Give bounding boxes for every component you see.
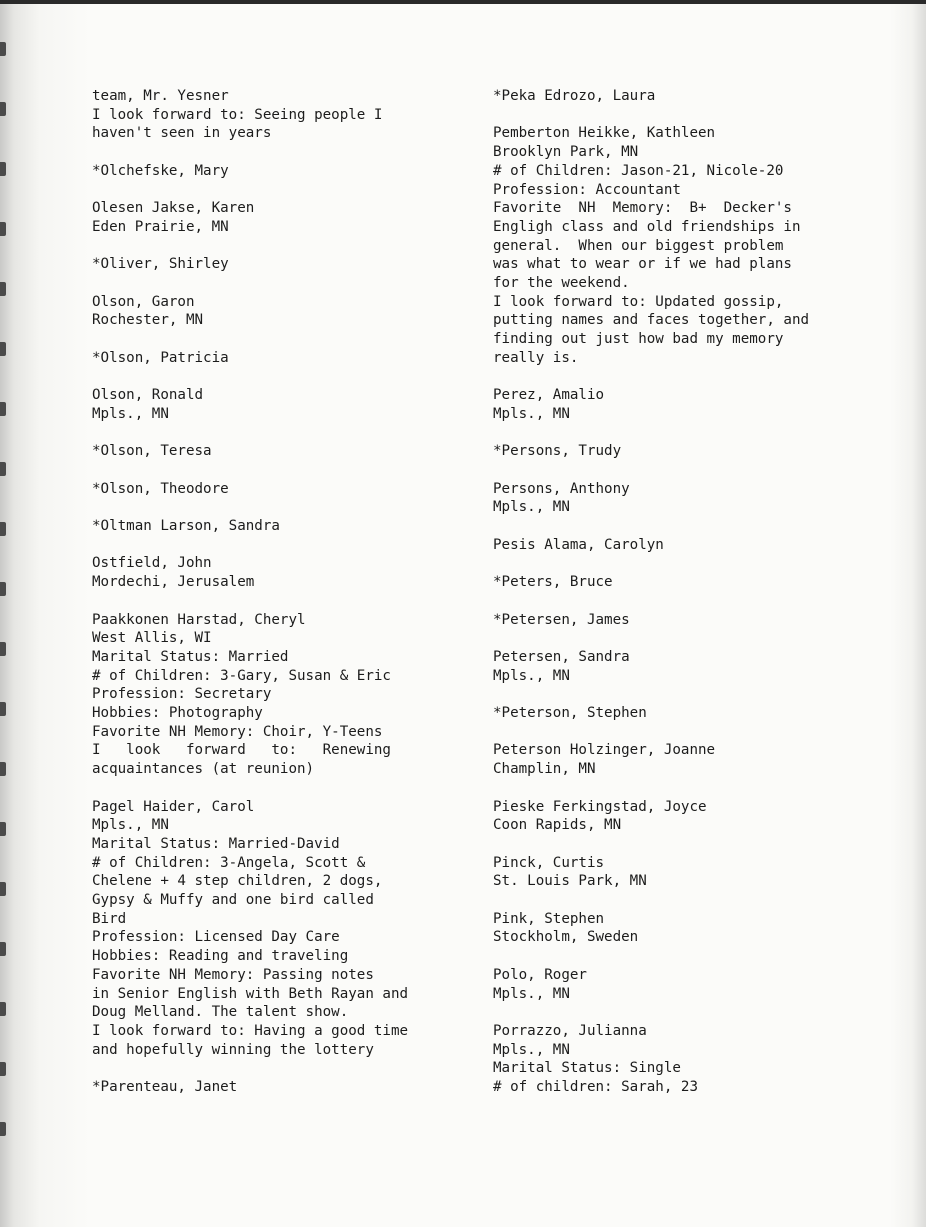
entry-detail: Marital Status: Married bbox=[92, 648, 289, 665]
entry-detail: Champlin, MN bbox=[493, 761, 596, 778]
entry-detail: Mpls., MN bbox=[493, 985, 570, 1002]
entry-detail: # of Children: Jason-21, Nicole-20 bbox=[493, 162, 784, 179]
right-column bbox=[493, 87, 853, 1115]
entry-name: Polo, Roger bbox=[493, 966, 587, 983]
left-column bbox=[92, 87, 452, 1115]
entry-name: Olson, Ronald bbox=[92, 387, 204, 404]
entry-detail: I look forward to: Having a good time bbox=[92, 1022, 409, 1039]
directory-entry bbox=[92, 442, 452, 461]
entry-detail: I look forward to: Seeing people I bbox=[92, 106, 383, 123]
entry-name: Pieske Ferkingstad, Joyce bbox=[493, 798, 707, 815]
entry-detail: I look forward to: Updated gossip, bbox=[493, 293, 784, 310]
entry-detail: West Allis, WI bbox=[92, 630, 212, 647]
entry-name: Petersen, Sandra bbox=[493, 648, 630, 665]
entry-detail: # of children: Sarah, 23 bbox=[493, 1079, 698, 1096]
entry-detail: was what to wear or if we had plans bbox=[493, 256, 792, 273]
directory-entry bbox=[92, 554, 452, 591]
entry-detail: Bird bbox=[92, 910, 127, 927]
directory-entry bbox=[92, 199, 452, 236]
directory-entry bbox=[493, 611, 853, 630]
entry-detail: general. When our biggest problem bbox=[493, 237, 784, 254]
entry-name: *Olson, Theodore bbox=[92, 480, 229, 497]
entry-detail: Marital Status: Married-David bbox=[92, 835, 340, 852]
entry-detail: Hobbies: Reading and traveling bbox=[92, 948, 349, 965]
entry-name: *Peterson, Stephen bbox=[493, 705, 647, 722]
entry-detail: Profession: Licensed Day Care bbox=[92, 929, 340, 946]
entry-detail: acquaintances (at reunion) bbox=[92, 761, 315, 778]
directory-entry bbox=[92, 480, 452, 499]
directory-entry bbox=[92, 349, 452, 368]
directory-entry bbox=[493, 741, 853, 778]
entry-detail: Marital Status: Single bbox=[493, 1060, 681, 1077]
directory-entry bbox=[493, 798, 853, 835]
binding-hole bbox=[0, 402, 6, 416]
directory-entry bbox=[92, 87, 452, 143]
entry-name: team, Mr. Yesner bbox=[92, 88, 229, 104]
directory-entry bbox=[493, 442, 853, 461]
directory-entry bbox=[92, 517, 452, 536]
directory-entry bbox=[493, 573, 853, 592]
page-top-edge bbox=[0, 0, 926, 4]
entry-detail: Mpls., MN bbox=[493, 667, 570, 684]
entry-name: Pinck, Curtis bbox=[493, 854, 605, 871]
entry-detail: Profession: Accountant bbox=[493, 181, 681, 198]
entry-name: Olesen Jakse, Karen bbox=[92, 200, 255, 217]
entry-name: Ostfield, John bbox=[92, 555, 212, 572]
entry-detail: Brooklyn Park, MN bbox=[493, 144, 639, 161]
entry-name: Pink, Stephen bbox=[493, 910, 605, 927]
directory-entry bbox=[493, 124, 853, 367]
entry-detail: # of Children: 3-Gary, Susan & Eric bbox=[92, 667, 391, 684]
entry-detail: Mpls., MN bbox=[493, 405, 570, 422]
entry-detail: Favorite NH Memory: B+ Decker's bbox=[493, 200, 792, 217]
entry-name: Porrazzo, Julianna bbox=[493, 1022, 647, 1039]
directory-entry bbox=[92, 1078, 452, 1097]
entry-detail: Gypsy & Muffy and one bird called bbox=[92, 892, 374, 909]
binding-hole bbox=[0, 882, 6, 896]
binding-hole bbox=[0, 702, 6, 716]
entry-name: *Peters, Bruce bbox=[493, 574, 613, 591]
entry-name: Pesis Alama, Carolyn bbox=[493, 536, 664, 553]
entry-name: Pemberton Heikke, Kathleen bbox=[493, 125, 716, 142]
entry-detail: Hobbies: Photography bbox=[92, 705, 263, 722]
directory-entry bbox=[92, 611, 452, 779]
directory-entry bbox=[493, 966, 853, 1003]
entry-detail: Mpls., MN bbox=[493, 1041, 570, 1058]
directory-entry bbox=[493, 480, 853, 517]
directory-entry bbox=[92, 255, 452, 274]
entry-detail: Mpls., MN bbox=[92, 817, 169, 834]
entry-name: Pagel Haider, Carol bbox=[92, 798, 255, 815]
entry-name: Peterson Holzinger, Joanne bbox=[493, 742, 716, 759]
binding-hole bbox=[0, 162, 6, 176]
binding-hole bbox=[0, 282, 6, 296]
directory-entry bbox=[493, 854, 853, 891]
entry-detail: I look forward to: Renewing bbox=[92, 742, 391, 759]
binding-hole bbox=[0, 102, 6, 116]
directory-entry bbox=[493, 910, 853, 947]
entry-name: *Olson, Teresa bbox=[92, 443, 212, 460]
binding-hole bbox=[0, 522, 6, 536]
binding-hole bbox=[0, 222, 6, 236]
binding-hole bbox=[0, 1062, 6, 1076]
binding-hole bbox=[0, 582, 6, 596]
directory-entry bbox=[92, 293, 452, 330]
entry-detail: Profession: Secretary bbox=[92, 686, 272, 703]
entry-name: Persons, Anthony bbox=[493, 480, 630, 497]
directory-entry bbox=[493, 87, 853, 106]
entry-detail: St. Louis Park, MN bbox=[493, 873, 647, 890]
entry-detail: finding out just how bad my memory bbox=[493, 331, 784, 348]
entry-detail: for the weekend. bbox=[493, 275, 630, 292]
entry-name: *Olchefske, Mary bbox=[92, 162, 229, 179]
entry-detail: Favorite NH Memory: Choir, Y-Teens bbox=[92, 723, 383, 740]
entry-detail: haven't seen in years bbox=[92, 125, 272, 142]
binding-hole bbox=[0, 342, 6, 356]
entry-detail: Mpls., MN bbox=[493, 499, 570, 516]
binding-hole bbox=[0, 822, 6, 836]
entry-detail: Mordechi, Jerusalem bbox=[92, 574, 255, 591]
directory-entry bbox=[92, 798, 452, 1060]
entry-detail: putting names and faces together, and bbox=[493, 312, 810, 329]
binding-hole bbox=[0, 1122, 6, 1136]
entry-detail: Chelene + 4 step children, 2 dogs, bbox=[92, 873, 383, 890]
directory-entry bbox=[92, 162, 452, 181]
entry-name: Olson, Garon bbox=[92, 293, 195, 310]
entry-name: *Parenteau, Janet bbox=[92, 1079, 238, 1096]
entry-detail: Doug Melland. The talent show. bbox=[92, 1004, 349, 1021]
binding-hole bbox=[0, 762, 6, 776]
entry-detail: Mpls., MN bbox=[92, 405, 169, 422]
entry-name: *Oliver, Shirley bbox=[92, 256, 229, 273]
directory-entry bbox=[493, 386, 853, 423]
entry-detail: Coon Rapids, MN bbox=[493, 817, 622, 834]
entry-detail: in Senior English with Beth Rayan and bbox=[92, 985, 409, 1002]
entry-name: Perez, Amalio bbox=[493, 387, 605, 404]
binding-hole bbox=[0, 942, 6, 956]
entry-detail: Rochester, MN bbox=[92, 312, 204, 329]
directory-entry bbox=[493, 648, 853, 685]
binding-hole bbox=[0, 1002, 6, 1016]
entry-name: *Oltman Larson, Sandra bbox=[92, 518, 280, 535]
entry-detail: # of Children: 3-Angela, Scott & bbox=[92, 854, 366, 871]
entry-name: *Persons, Trudy bbox=[493, 443, 622, 460]
entry-detail: Stockholm, Sweden bbox=[493, 929, 639, 946]
entry-detail: Favorite NH Memory: Passing notes bbox=[92, 966, 374, 983]
entry-detail: really is. bbox=[493, 349, 579, 366]
binding-hole bbox=[0, 642, 6, 656]
directory-entry bbox=[493, 704, 853, 723]
directory-entry bbox=[493, 1022, 853, 1097]
entry-name: *Olson, Patricia bbox=[92, 349, 229, 366]
entry-detail: and hopefully winning the lottery bbox=[92, 1041, 374, 1058]
entry-detail: Eden Prairie, MN bbox=[92, 218, 229, 235]
entry-name: Paakkonen Harstad, Cheryl bbox=[92, 611, 306, 628]
binding-hole bbox=[0, 42, 6, 56]
binding-hole bbox=[0, 462, 6, 476]
entry-detail: Engligh class and old friendships in bbox=[493, 218, 801, 235]
entry-name: *Peka Edrozo, Laura bbox=[493, 88, 656, 104]
entry-name: *Petersen, James bbox=[493, 611, 630, 628]
directory-entry bbox=[493, 536, 853, 555]
spiral-binding bbox=[0, 30, 8, 1190]
directory-entry bbox=[92, 386, 452, 423]
